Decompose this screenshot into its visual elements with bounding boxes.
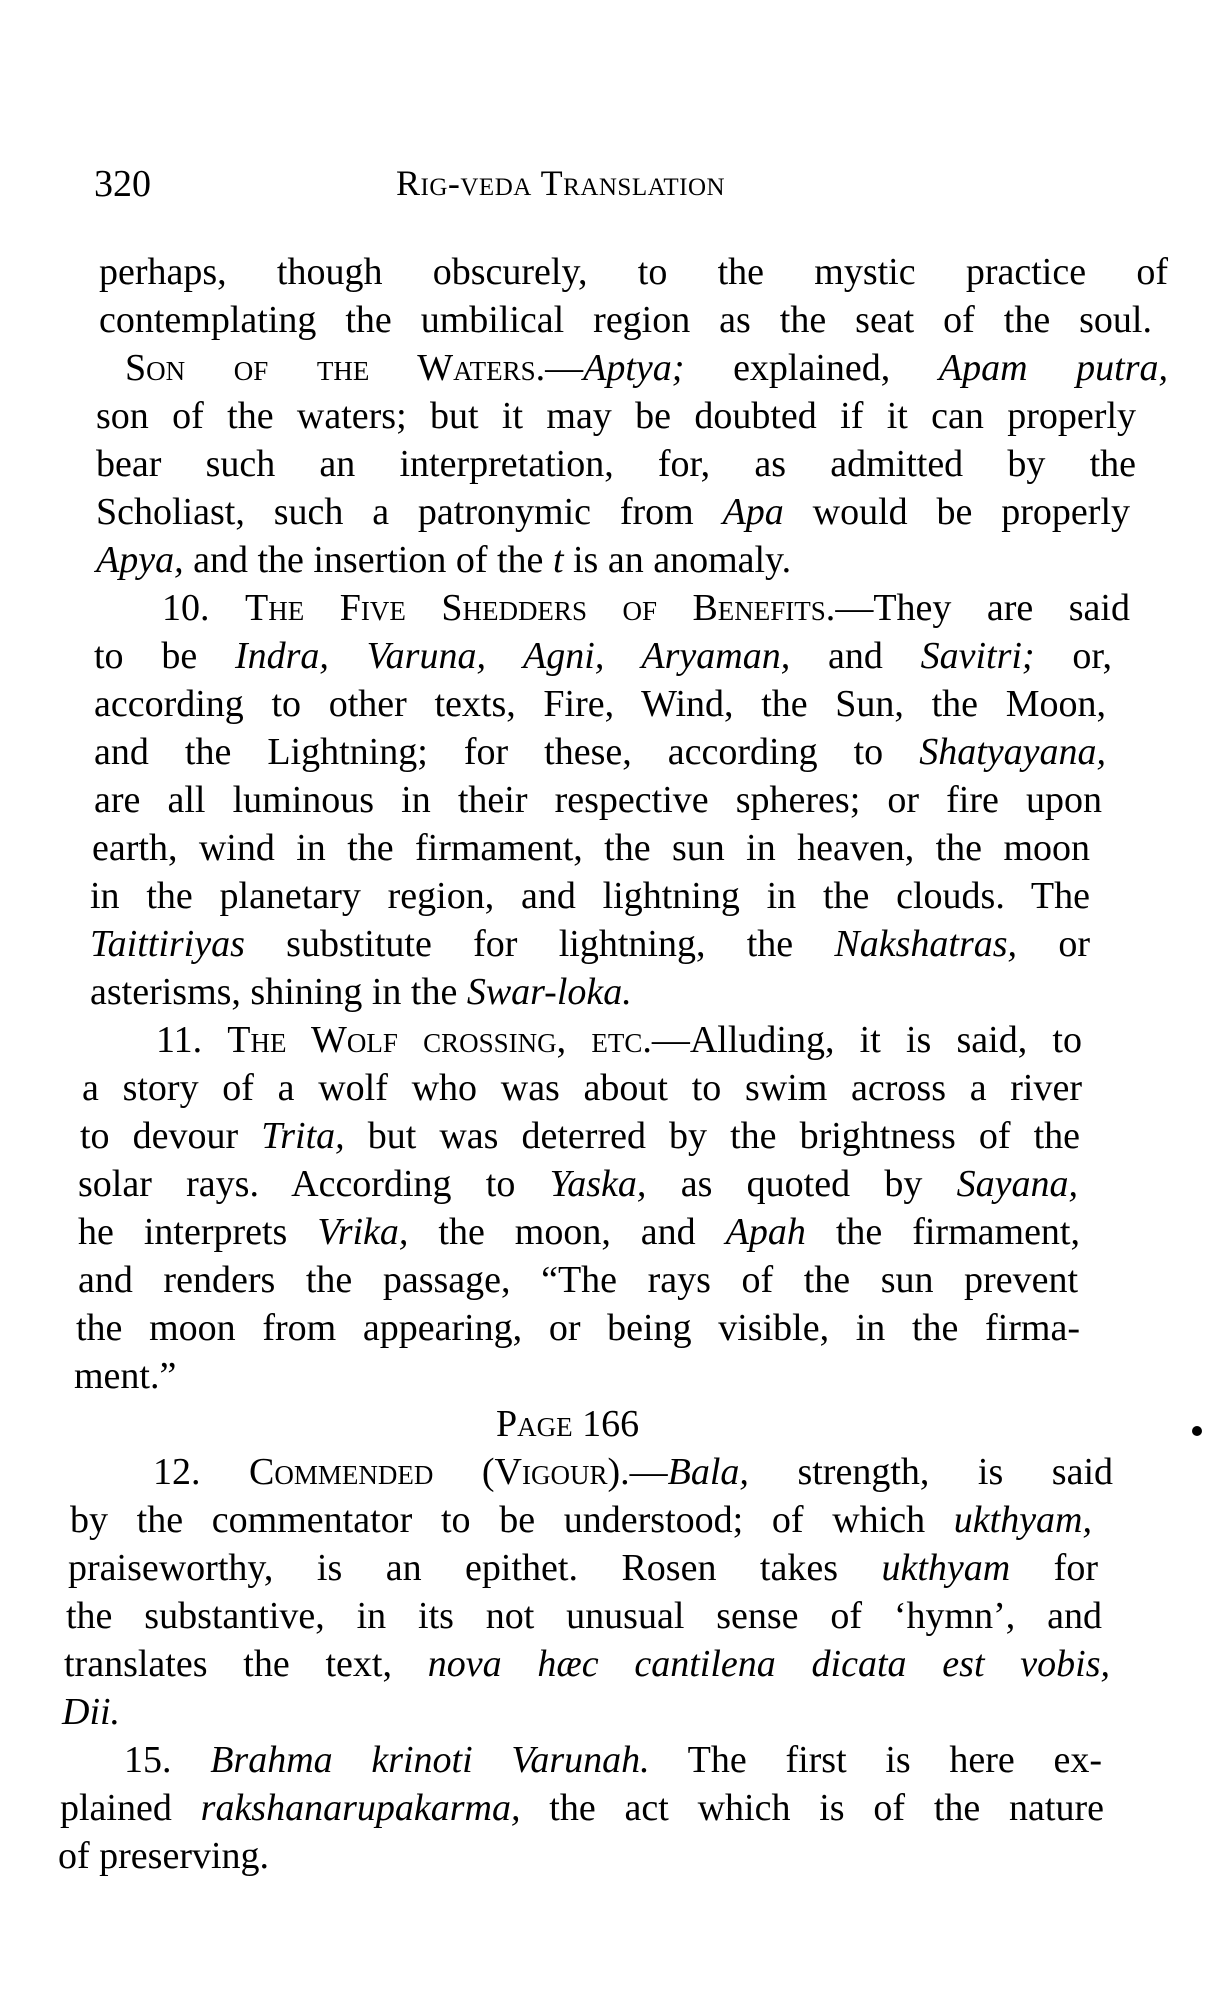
heading-phrase: Son of the Waters. (125, 347, 546, 389)
text-line (99, 296, 1152, 344)
text-run: bear such an interpretation, for, as admitted by the (96, 443, 1136, 485)
text-line (94, 632, 1112, 680)
margin-dot-mark (1192, 1426, 1202, 1436)
text-run: explained, (684, 347, 939, 389)
text-run: would be properly (783, 491, 1130, 533)
text-run: translates the text, (64, 1643, 428, 1685)
italic-term: Savitri; (920, 635, 1035, 677)
text-run: son of the waters; but it may be doubted if it can properly (96, 395, 1136, 437)
italic-term: Vrika, (317, 1211, 409, 1253)
italic-term: Brahma krinoti Varunah. (210, 1739, 650, 1781)
text-line (496, 1400, 684, 1448)
text-line (94, 776, 1102, 824)
italic-term: Sayana, (956, 1163, 1078, 1205)
italic-term: Dii. (62, 1691, 121, 1733)
text-run: and renders the passage, “The rays of the sun prevent (78, 1259, 1078, 1301)
text-line (156, 1016, 1082, 1064)
text-line (66, 1592, 1102, 1640)
text-run: the moon from appearing, or being visible, in the firma- (76, 1307, 1080, 1349)
text-line (90, 968, 660, 1016)
italic-term: Bala, (667, 1451, 749, 1493)
text-line (92, 824, 1090, 872)
italic-term: Nakshatras, (834, 923, 1018, 965)
italic-term: Apya, (96, 539, 184, 581)
text-run: to devour (80, 1115, 262, 1157)
text-run: he interprets (78, 1211, 318, 1253)
text-line (94, 680, 1106, 728)
text-run: ment.” (74, 1355, 177, 1397)
italic-term: Apam putra, (938, 347, 1168, 389)
italic-term: Swar-loka. (466, 971, 632, 1013)
text-run: — (629, 1451, 668, 1493)
text-run: a story of a wolf who was about to swim across a river (82, 1067, 1082, 1109)
text-run: according to other texts, Fire, Wind, the Sun, the Moon, (94, 683, 1106, 725)
text-line (78, 1208, 1080, 1256)
italic-term: Indra, Varuna, Agni, Aryaman, (234, 635, 791, 677)
text-run: earth, wind in the firmament, the sun in heaven, the moon (92, 827, 1090, 869)
page-header (94, 162, 1124, 222)
text-run: perhaps, though obscurely, to the mystic practice of (99, 251, 1168, 293)
italic-term: ukthyam (881, 1547, 1011, 1589)
text-run: substitute for lightning, the (244, 923, 835, 965)
italic-term: t (552, 539, 564, 581)
text-run: is an anomaly. (563, 539, 792, 581)
text-line (70, 1496, 1092, 1544)
text-line (82, 1064, 1082, 1112)
text-line (58, 1832, 308, 1880)
text-line (96, 440, 1136, 488)
heading-phrase: Page 166 (496, 1403, 640, 1445)
text-run: 10. (162, 587, 245, 629)
text-run: by the commentator to be understood; of which (70, 1499, 954, 1541)
text-run: for (1010, 1547, 1098, 1589)
text-line (96, 392, 1136, 440)
text-run: —Alluding, it is said, to (651, 1019, 1082, 1061)
text-run: strength, is said (748, 1451, 1114, 1493)
text-line (62, 1688, 142, 1736)
italic-term: Apah (725, 1211, 806, 1253)
heading-phrase: Commended (Vigour). (249, 1451, 630, 1493)
text-line (153, 1448, 1113, 1496)
text-line (80, 1112, 1080, 1160)
italic-term: nova hæc cantilena dicata est vobis, (427, 1643, 1110, 1685)
italic-term: rakshanarupakarma, (200, 1787, 521, 1829)
italic-term: Shatyayana, (919, 731, 1106, 773)
text-run: solar rays. According to (78, 1163, 550, 1205)
text-line (94, 728, 1106, 776)
text-line (76, 1304, 1080, 1352)
text-run: but was deterred by the brightness of the (344, 1115, 1080, 1157)
text-run: 12. (153, 1451, 250, 1493)
text-line (125, 344, 1168, 392)
text-run: — (545, 347, 584, 389)
text-run: the act which is of the nature (520, 1787, 1104, 1829)
text-run: and the insertion of the (183, 539, 553, 581)
text-run: of preserving. (58, 1835, 270, 1877)
text-run: 11. (156, 1019, 228, 1061)
text-run: contemplating the umbilical region as the seat of the soul. (99, 299, 1152, 341)
text-line (90, 920, 1090, 968)
heading-phrase: The Five Shedders of Benefits. (245, 587, 836, 629)
italic-term: Apa (722, 491, 784, 533)
italic-term: ukthyam, (953, 1499, 1092, 1541)
text-run: praiseworthy, is an epithet. Rosen takes (68, 1547, 882, 1589)
heading-phrase: The Wolf crossing, etc. (227, 1019, 652, 1061)
page-number: 320 (94, 163, 151, 205)
text-run: and the Lightning; for these, according to (94, 731, 920, 773)
text-run: to be (94, 635, 235, 677)
text-run: the moon, and (408, 1211, 726, 1253)
text-line (90, 872, 1090, 920)
text-line (78, 1160, 1078, 1208)
italic-term: Aptya; (583, 347, 685, 389)
text-line (96, 536, 890, 584)
text-run: the firmament, (805, 1211, 1080, 1253)
text-run: the substantive, in its not unusual sense of ‘hymn’, and (66, 1595, 1102, 1637)
italic-term: Trita, (261, 1115, 345, 1157)
text-line (124, 1736, 1102, 1784)
text-run: The first is here ex- (649, 1739, 1102, 1781)
text-run: are all luminous in their respective spheres; or fire upon (94, 779, 1102, 821)
text-run: plained (60, 1787, 201, 1829)
text-line (64, 1640, 1110, 1688)
text-run: and (790, 635, 921, 677)
text-run: in the planetary region, and lightning in the clouds. The (90, 875, 1090, 917)
text-run: Scholiast, such a patronymic from (96, 491, 723, 533)
text-line (68, 1544, 1098, 1592)
running-title: Rig-veda Translation (396, 163, 726, 203)
text-line (78, 1256, 1078, 1304)
text-line (96, 488, 1130, 536)
text-run: or, (1034, 635, 1112, 677)
italic-term: Yaska, (549, 1163, 647, 1205)
text-run: 15. (124, 1739, 211, 1781)
italic-term: Taittiriyas (90, 923, 245, 965)
text-line (74, 1352, 204, 1400)
text-line (60, 1784, 1104, 1832)
text-run: or (1017, 923, 1090, 965)
text-line (162, 584, 1130, 632)
text-run: as quoted by (646, 1163, 957, 1205)
text-run: asterisms, shining in the (90, 971, 467, 1013)
text-run: —They are said (835, 587, 1130, 629)
text-line (99, 248, 1168, 296)
